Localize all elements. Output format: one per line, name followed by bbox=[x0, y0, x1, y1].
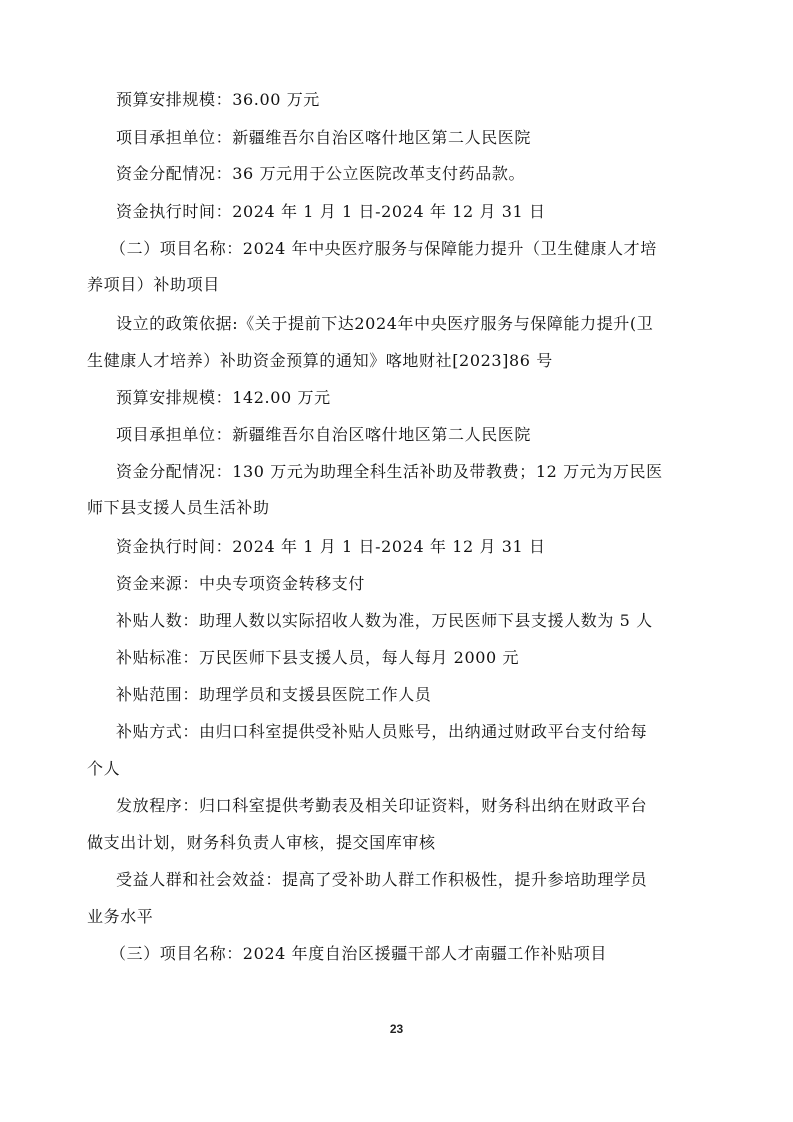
subsidy-count-line: 补贴人数：助理人数以实际招收人数为准，万民医师下县支援人数为 5 人 bbox=[116, 611, 653, 630]
fund-allocation-line: 资金分配情况：36 万元用于公立医院改革支付药品款。 bbox=[116, 164, 526, 183]
subsidy-standard-line: 补贴标准：万民医师下县支援人员，每人每月 2000 元 bbox=[116, 648, 520, 667]
execution-time-line: 资金执行时间：2024 年 1 月 1 日-2024 年 12 月 31 日 bbox=[116, 202, 546, 221]
project-2-title-continuation: 养项目）补助项目 bbox=[87, 275, 220, 294]
fund-source-line: 资金来源：中央专项资金转移支付 bbox=[116, 574, 366, 593]
project-3-title-line: （三）项目名称：2024 年度自治区援疆干部人才南疆工作补贴项目 bbox=[110, 944, 608, 963]
page-number: 23 bbox=[389, 1022, 404, 1036]
execution-time-line-2: 资金执行时间：2024 年 1 月 1 日-2024 年 12 月 31 日 bbox=[116, 537, 546, 556]
project-2-title-line: （二）项目名称：2024 年中央医疗服务与保障能力提升（卫生健康人才培 bbox=[110, 239, 657, 258]
subsidy-method-continuation: 个人 bbox=[87, 759, 121, 778]
distribution-procedure-continuation: 做支出计划，财务科负责人审核，提交国库审核 bbox=[87, 833, 436, 852]
distribution-procedure-line: 发放程序：归口科室提供考勤表及相关印证资料，财务科出纳在财政平台 bbox=[116, 796, 648, 815]
beneficiaries-continuation: 业务水平 bbox=[87, 907, 154, 926]
beneficiaries-line: 受益人群和社会效益：提高了受补助人群工作积极性，提升参培助理学员 bbox=[116, 870, 648, 889]
fund-allocation-line-2: 资金分配情况：130 万元为助理全科生活补助及带教费；12 万元为万民医 bbox=[116, 462, 663, 481]
undertaking-unit-line-2: 项目承担单位：新疆维吾尔自治区喀什地区第二人民医院 bbox=[116, 425, 532, 444]
fund-allocation-continuation: 师下县支援人员生活补助 bbox=[87, 498, 270, 517]
undertaking-unit-line: 项目承担单位：新疆维吾尔自治区喀什地区第二人民医院 bbox=[116, 128, 532, 147]
budget-scale-line: 预算安排规模：36.00 万元 bbox=[116, 90, 320, 109]
policy-basis-continuation: 生健康人才培养）补助资金预算的通知》喀地财社[2023]86 号 bbox=[87, 351, 553, 370]
subsidy-scope-line: 补贴范围：助理学员和支援县医院工作人员 bbox=[116, 685, 432, 704]
budget-scale-line-2: 预算安排规模：142.00 万元 bbox=[116, 388, 331, 407]
policy-basis-line: 设立的政策依据:《关于提前下达2024年中央医疗服务与保障能力提升(卫 bbox=[116, 314, 654, 333]
subsidy-method-line: 补贴方式：由归口科室提供受补贴人员账号，出纳通过财政平台支付给每 bbox=[116, 722, 648, 741]
